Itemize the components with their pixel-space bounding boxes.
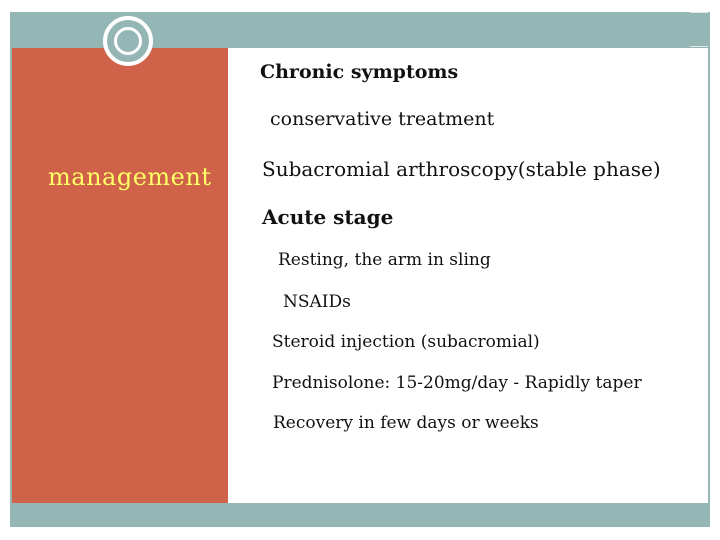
left-panel	[12, 48, 228, 503]
top-band-tick	[690, 46, 708, 47]
bottom-band	[12, 503, 708, 527]
top-band-tick	[690, 12, 708, 13]
line-prednisolone: Prednisolone: 15-20mg/day - Rapidly taper	[272, 373, 642, 393]
heading-acute: Acute stage	[262, 205, 394, 229]
line-nsaids: NSAIDs	[283, 292, 351, 312]
line-steroid: Steroid injection (subacromial)	[272, 332, 540, 352]
circle-ornament-icon	[103, 16, 153, 66]
line-recovery: Recovery in few days or weeks	[273, 413, 539, 433]
line-arthroscopy: Subacromial arthroscopy(stable phase)	[262, 157, 661, 181]
line-resting: Resting, the arm in sling	[278, 250, 491, 270]
heading-chronic: Chronic symptoms	[260, 61, 459, 83]
side-label: management	[48, 163, 212, 191]
circle-ring-icon	[114, 27, 142, 55]
line-conservative: conservative treatment	[270, 108, 495, 130]
left-border	[10, 12, 12, 527]
right-border	[708, 12, 710, 527]
